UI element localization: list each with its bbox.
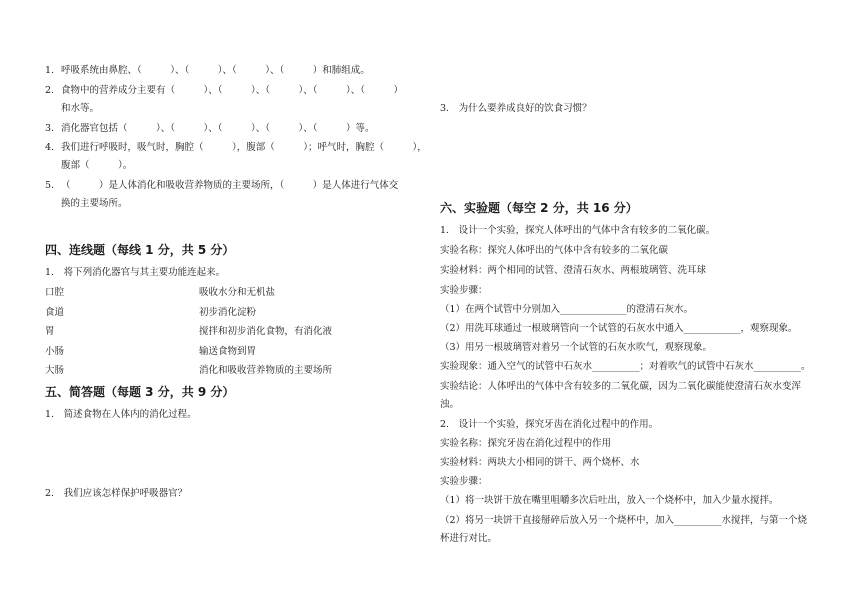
question-text: 和水等。 (61, 103, 100, 114)
experiment-line: 浊。 (440, 399, 460, 410)
fill-question-4 (45, 141, 427, 154)
question-number: 4. (45, 142, 55, 153)
experiment-line: （2）用洗耳球通过一根玻璃管向一个试管的石灰水中通入____________，观察现象。 (440, 323, 798, 334)
question-text: 呼吸系统由鼻腔、（ ）、（ ）、（ ）、（ ）和肺组成。 (61, 65, 370, 76)
experiment-line: 2. 设计一个实验，探究牙齿在消化过程中的作用。 (440, 419, 659, 430)
question-text: 换的主要场所。 (61, 198, 128, 209)
organ-label: 口腔 (45, 287, 65, 298)
experiment-line: 实验名称：探究牙齿在消化过程中的作用 (440, 438, 612, 449)
organ-label: 胃 (45, 326, 55, 337)
organ-label: 小肠 (45, 346, 65, 357)
section-4-title: 四、连线题（每线 1 分，共 5 分） (45, 243, 235, 257)
fill-question-3 (45, 122, 375, 135)
fill-question-2 (45, 84, 403, 97)
function-label: 输送食物到胃 (199, 346, 257, 357)
experiment-line: 实验步骤： (440, 476, 488, 487)
experiment-line: 实验材料：两块大小相同的饼干、两个烧杯、水 (440, 457, 640, 468)
section-5-title: 五、简答题（每题 3 分，共 9 分） (45, 385, 235, 399)
experiment-line: 1. 设计一个实验，探究人体呼出的气体中含有较多的二氧化碳。 (440, 225, 716, 236)
short-answer-question-3: 3. 为什么要养成良好的饮食习惯？ (440, 103, 592, 114)
fill-question-4-cont (45, 159, 132, 172)
organ-label: 大肠 (45, 365, 65, 376)
short-answer-question-1: 1. 简述食物在人体内的消化过程。 (45, 409, 197, 420)
function-label: 吸收水分和无机盐 (199, 287, 276, 298)
section-4-intro: 1. 将下列消化器官与其主要功能连起来。 (45, 267, 226, 278)
fill-question-5 (45, 179, 398, 192)
section-6-title: 六、实验题（每空 2 分，共 16 分） (440, 201, 638, 215)
experiment-line: 实验材料：两个相同的试管、澄清石灰水、两根玻璃管、洗耳球 (440, 265, 707, 276)
experiment-line: 杯进行对比。 (440, 533, 498, 544)
experiment-line: （1）将一块饼干放在嘴里咀嚼多次后吐出，放入一个烧杯中，加入少量水搅拌。 (440, 495, 779, 506)
short-answer-question-2: 2. 我们应该怎样保护呼吸器官？ (45, 488, 188, 499)
question-text: 食物中的营养成分主要有（ ）、（ ）、（ ）、（ ）、（ ） (61, 85, 404, 96)
experiment-line: （2）将另一块饼干直接掰碎后放入另一个烧杯中，加入__________水搅拌，与第一个烧 (440, 515, 808, 526)
experiment-line: 实验步骤： (440, 285, 488, 296)
fill-question-5-cont (45, 197, 128, 210)
function-label: 消化和吸收营养物质的主要场所 (199, 365, 333, 376)
experiment-line: 实验现象：通入空气的试管中石灰水__________；对着吹气的试管中石灰水__________。 (440, 361, 811, 372)
question-text: 消化器官包括（ ）、（ ）、（ ）、（ ）、（ ）等。 (61, 123, 375, 134)
experiment-line: （1）在两个试管中分别加入______________的澄清石灰水。 (440, 304, 694, 315)
question-number: 2. (45, 85, 55, 96)
question-text: 腹部（ ）。 (61, 160, 133, 171)
function-label: 初步消化淀粉 (199, 307, 257, 318)
question-number: 3. (45, 123, 55, 134)
experiment-line: 实验结论：人体呼出的气体中含有较多的二氧化碳，因为二氧化碳能使澄清石灰水变浑 (440, 381, 802, 392)
organ-label: 食道 (45, 307, 65, 318)
fill-question-1 (45, 64, 370, 77)
question-number: 5. (45, 180, 55, 191)
question-text: 我们进行呼吸时，吸气时，胸腔（ ），腹部（ ）；呼气时，胸腔（ ）， (61, 142, 427, 153)
function-label: 搅拌和初步消化食物，有消化液 (199, 326, 333, 337)
fill-question-2-cont (45, 102, 99, 115)
experiment-line: （3）用另一根玻璃管对着另一个试管的石灰水吹气，观察现象。 (440, 342, 713, 353)
experiment-line: 实验名称：探究人体呼出的气体中含有较多的二氧化碳 (440, 245, 669, 256)
question-number: 1. (45, 65, 55, 76)
question-text: （ ）是人体消化和吸收营养物质的主要场所，（ ）是人体进行气体交 (61, 180, 399, 191)
